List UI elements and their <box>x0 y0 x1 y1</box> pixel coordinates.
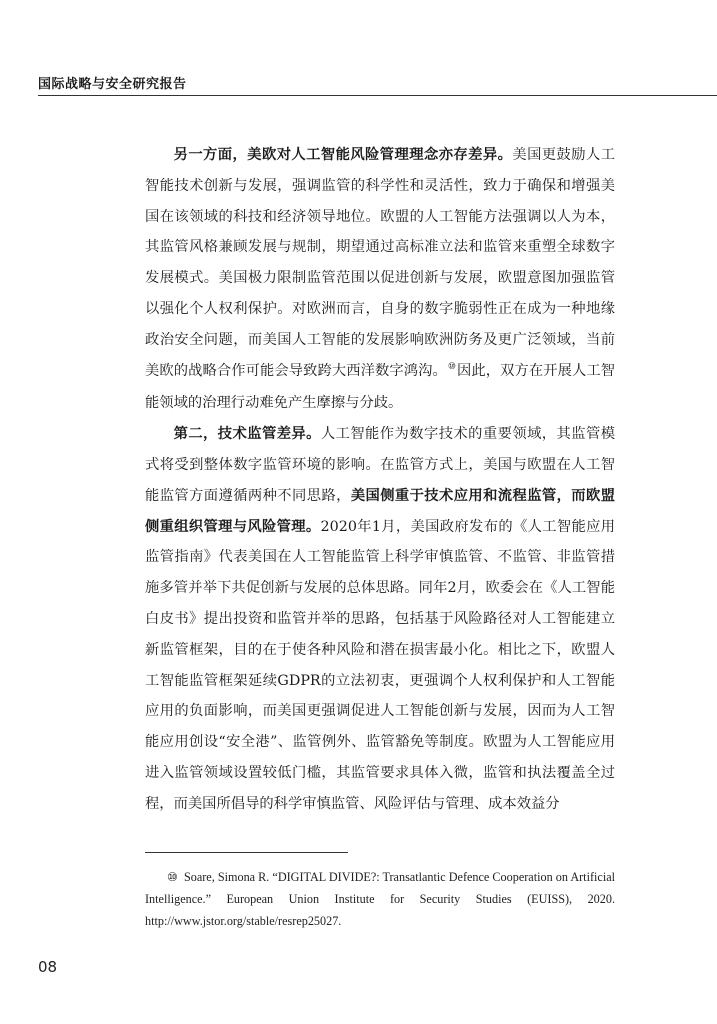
paragraph-text: 2020年1月，美国政府发布的《人工智能应用监管指南》代表美国在人工智能监管上科学审慎监管、不监管、非监管措施多管并举下共促创新与发展的总体思路。同年2月，欧委会在《人工智能白皮书》提出投资和监管并举的思路，包括基于风险路径对人工智能建立新监管框架，目的在于使各种风险和潜在损害最小化。相比之下，欧盟人工智能监管框架延续GDPR的立法初衷，更强调个人权利保护和人工智能应用的负面影响，而美国更强调促进人工智能创新与发展，因而为人工智能应用创设“安全港”、监管例外、监管豁免等制度。欧盟为人工智能应用进入监管领域设置较低门槛，其监管要求具体入微，监管和执法覆盖全过程，而美国所倡导的科学审慎监管、风险评估与管理、成本效益分 <box>145 518 616 812</box>
footnote-rule <box>145 852 348 853</box>
footnote-reference[interactable]: ⑩ <box>447 361 456 372</box>
page-number: 08 <box>38 958 58 976</box>
footnote <box>145 866 615 932</box>
paragraph-tech-regulation <box>145 419 615 819</box>
footnote-text: Soare, Simona R. “DIGITAL DIVIDE?: Transatlantic Defence Cooperation on Artificial Intelligence.” European Union Institute for Security Studies (EUISS), 2020. http://www.jstor.org/stable/resrep25027. <box>145 870 615 928</box>
paragraph-lead-bold: 第二，技术监管差异。 <box>173 426 321 443</box>
body-text <box>145 140 615 820</box>
paragraph-text: 美国更鼓励人工智能技术创新与发展，强调监管的科学性和灵活性，致力于确保和增强美国在该领域的科技和经济领导地位。欧盟的人工智能方法强调以人为本，其监管风格兼顾发展与规制，期望通过高标准立法和监管来重塑全球数字发展模式。美国极力限制监管范围以促进创新与发展，欧盟意图加强监管以强化个人权利保护。对欧洲而言，自身的数字脆弱性正在成为一种地缘政治安全问题，而美国人工智能的发展影响欧洲防务及更广泛领域，当前美欧的战略合作可能会导致跨大西洋数字鸿沟。 <box>145 147 616 379</box>
footnote-marker: ⑩ <box>167 870 178 884</box>
header-rule <box>38 95 717 96</box>
paragraph-text: 人工智能作为数字技术的重要领域，其监管模式将受到整体数字监管环境的影响。在监管方式上，美国与欧盟在人工智能监管方面遵循两种不同思路， <box>145 426 616 504</box>
paragraph-risk-management <box>145 140 615 419</box>
paragraph-emphasis-bold: 美国侧重于技术应用和流程监管，而欧盟侧重组织管理与风险管理。 <box>145 487 616 535</box>
paragraph-lead-bold: 另一方面，美欧对人工智能风险管理理念亦存差异。 <box>173 147 513 163</box>
running-header-title: 国际战略与安全研究报告 <box>38 77 187 92</box>
paragraph-text: 因此，双方在开展人工智能领域的治理行动难免产生摩擦与分歧。 <box>145 362 616 412</box>
